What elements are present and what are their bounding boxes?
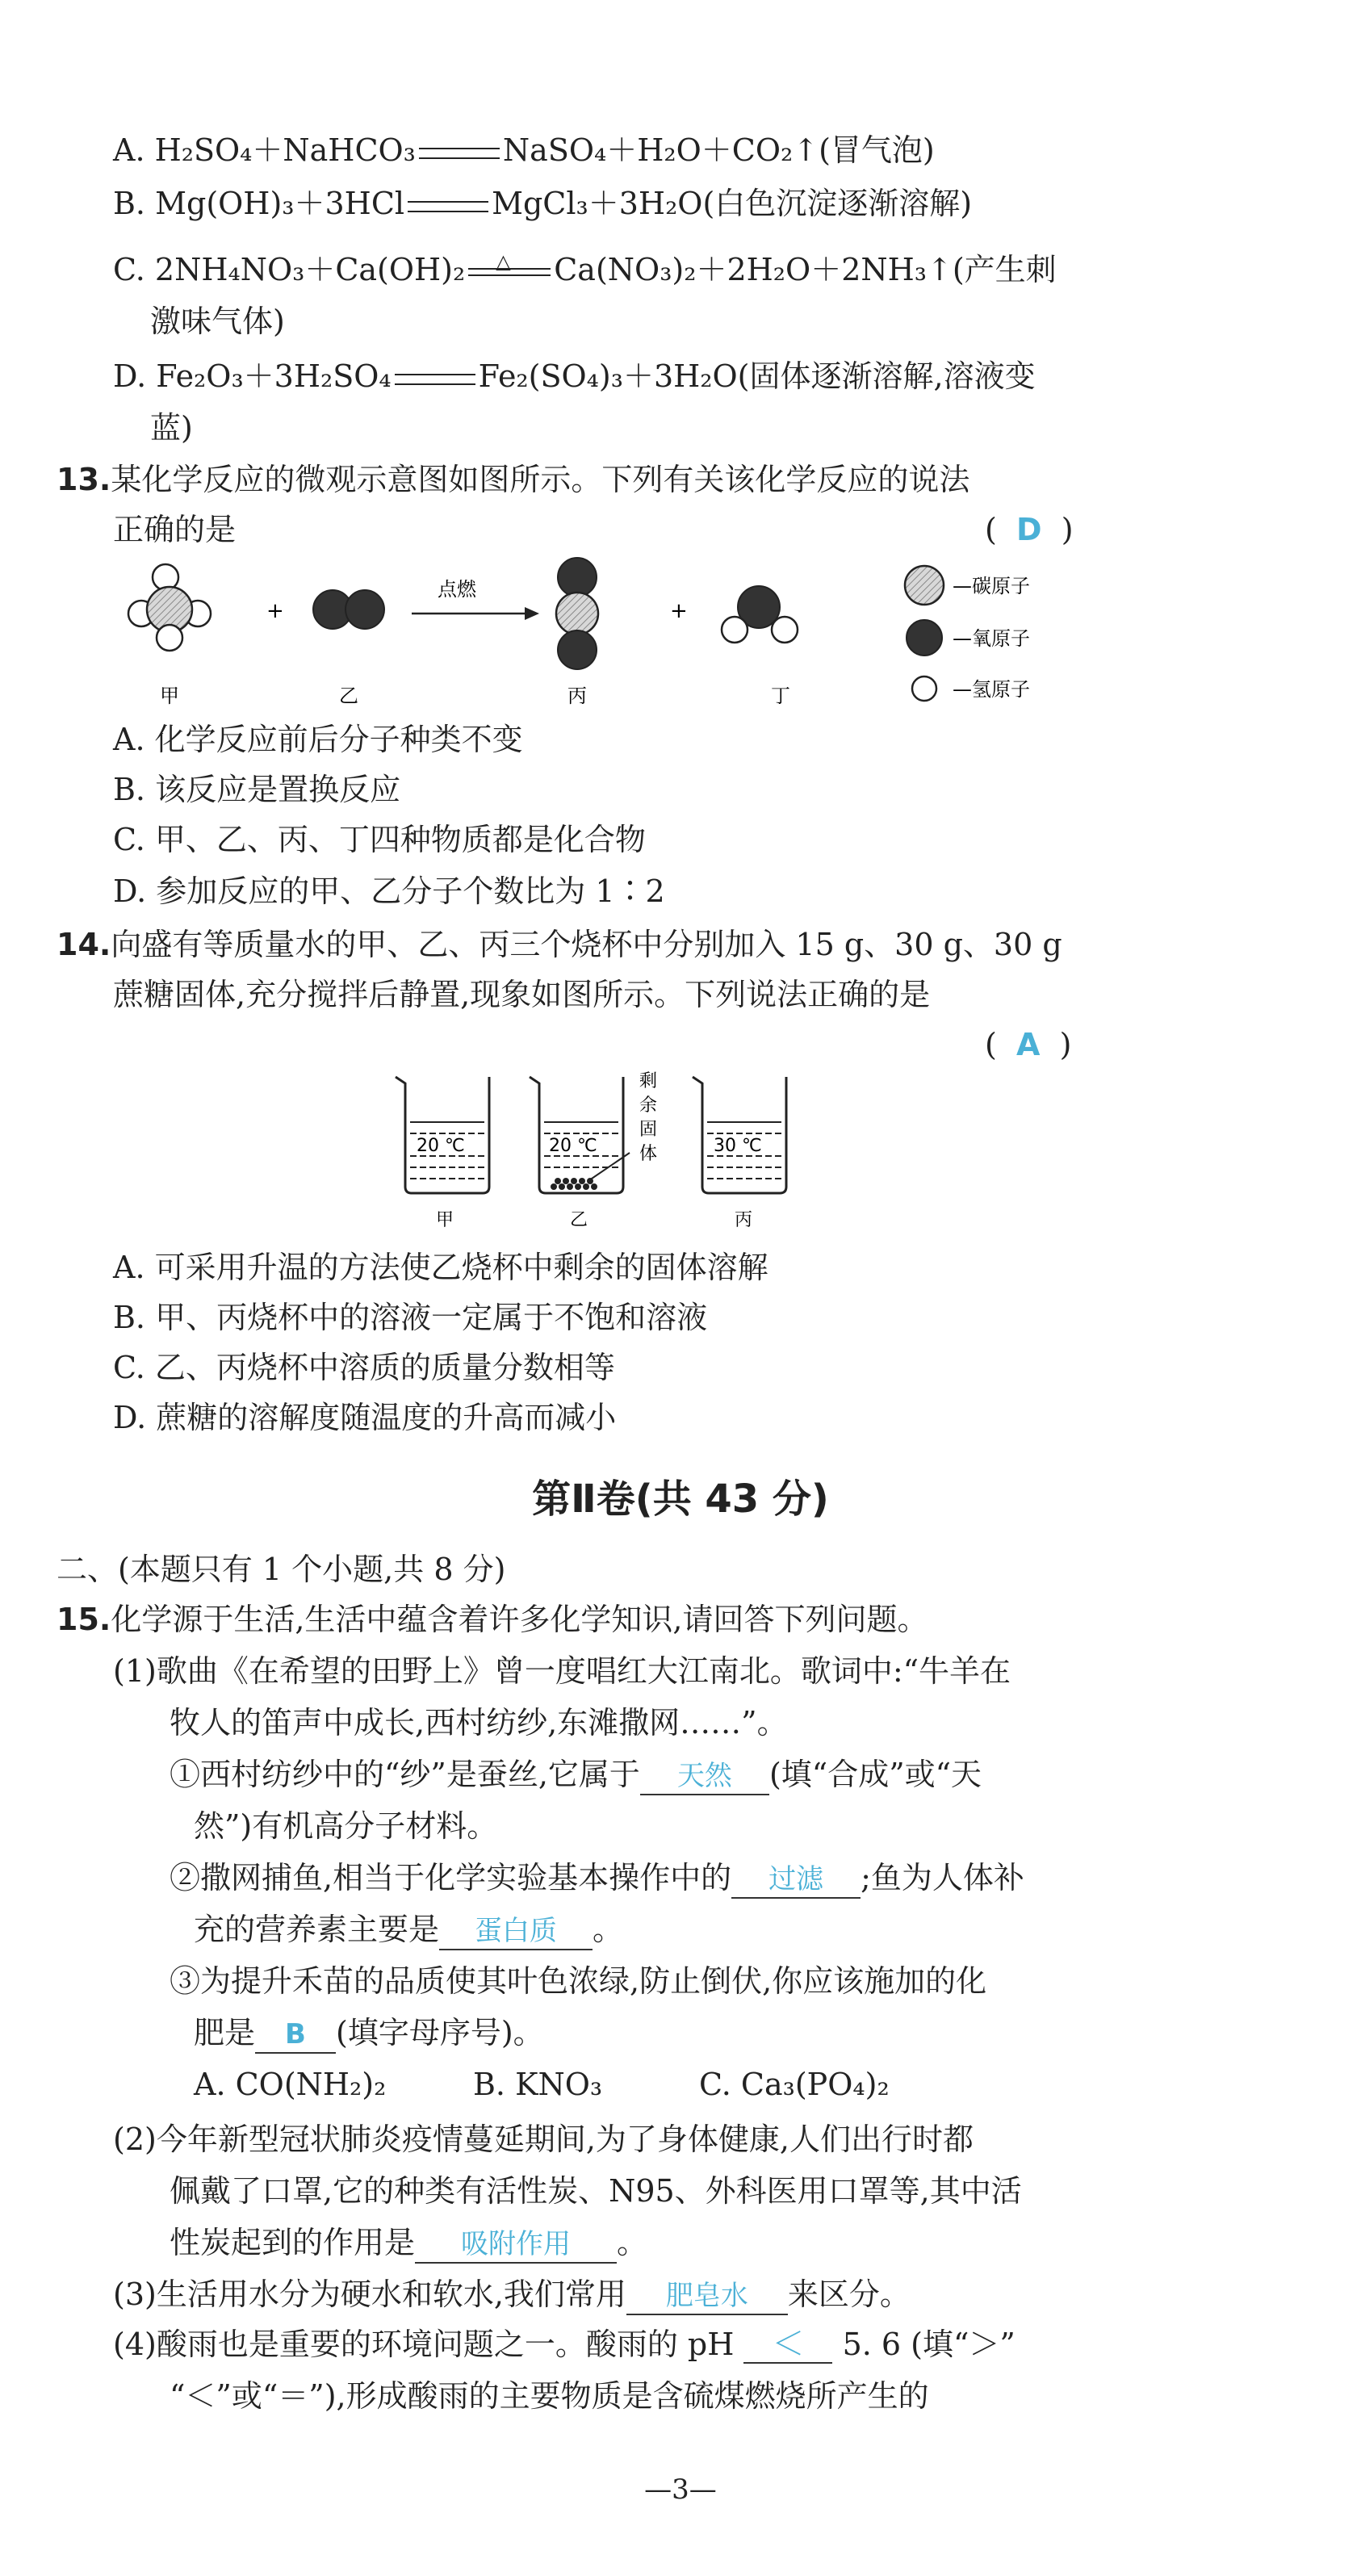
beaker-jia-temp: 20 ℃ <box>417 1136 465 1156</box>
answer-blank-soapwater[interactable]: 肥皂水 <box>626 2278 788 2315</box>
svg-text:固: 固 <box>639 1120 658 1140</box>
q15-sub3-option-b: B. KNO₃ <box>473 2067 603 2102</box>
answer-blank-fertilizer[interactable]: B <box>255 2017 336 2054</box>
label-ding: 丁 <box>771 685 790 707</box>
molecule-jia <box>128 564 211 651</box>
legend-carbon: —碳原子 <box>953 575 1030 597</box>
part2-header: 二、(本题只有 1 个小题,共 8 分) <box>57 1552 506 1587</box>
q15-sub3-option-c: C. Ca₃(PO₄)₂ <box>699 2067 890 2102</box>
q15-part2: (2)今年新型冠状肺炎疫情蔓延期间,为了身体健康,人们出行时都 <box>113 2122 974 2157</box>
equals-sign <box>419 148 500 159</box>
q15-part4: (4)酸雨也是重要的环境问题之一。酸雨的 pH ＜ 5. 6 (填“＞” <box>113 2326 1016 2363</box>
beaker-bing-temp: 30 ℃ <box>714 1136 762 1156</box>
molecule-yi <box>313 590 384 629</box>
q15-part4-cont: “＜”或“＝”),形成酸雨的主要物质是含硫煤燃烧所产生的 <box>170 2378 929 2414</box>
label-bing: 丙 <box>567 685 587 707</box>
label-yi: 乙 <box>339 685 358 707</box>
q15-sub1-cont: 然”)有机高分子材料。 <box>194 1808 498 1844</box>
q15-sub3-option-a: A. CO(NH₂)₂ <box>194 2067 387 2102</box>
heat-condition: △ <box>465 257 554 289</box>
beaker-yi-temp: 20 ℃ <box>549 1136 597 1156</box>
q12-option-c: C. 2NH₄NO₃＋Ca(OH)₂ △ Ca(NO₃)₂＋2H₂O＋2NH₃↑(产生刺 <box>113 249 1057 287</box>
answer-blank-silk[interactable]: 天然 <box>640 1758 769 1795</box>
page-number: —3— <box>644 2473 717 2506</box>
beaker-yi <box>530 1077 630 1193</box>
plus-sign-1: + <box>266 599 284 623</box>
q13-option-d: D. 参加反应的甲、乙分子个数比为 1∶2 <box>113 873 665 909</box>
q15-sub1: ①西村纺纱中的“纱”是蚕丝,它属于 天然 (填“合成”或“天 <box>170 1755 982 1795</box>
q13-answer-bracket: ( D ) <box>985 512 1074 547</box>
q14-stem-cont: 蔗糖固体,充分搅拌后静置,现象如图所示。下列说法正确的是 <box>113 977 931 1012</box>
label-jia: 甲 <box>160 685 179 707</box>
q14-answer-bracket: ( A ) <box>985 1027 1072 1062</box>
atom-legend <box>905 566 1030 701</box>
q14-option-a: A. 可采用升温的方法使乙烧杯中剩余的固体溶解 <box>113 1250 768 1285</box>
section-title: 第Ⅱ卷(共 43 分) <box>532 1476 829 1522</box>
arrow-label: 点燃 <box>438 578 476 601</box>
molecule-ding <box>722 586 798 643</box>
answer-blank-filtration[interactable]: 过滤 <box>731 1862 861 1899</box>
q15-part2-cont2: 性炭起到的作用是 吸附作用 。 <box>170 2223 647 2264</box>
q15-part2-cont: 佩戴了口罩,它的种类有活性炭、N95、外科医用口罩等,其中活 <box>170 2173 1022 2209</box>
molecule-bing <box>556 558 598 669</box>
q14-option-b: B. 甲、丙烧杯中的溶液一定属于不饱和溶液 <box>113 1300 708 1335</box>
q12-option-a: A. H₂SO₄＋NaHCO₃ NaSO₄＋H₂O＋CO₂↑(冒气泡) <box>113 132 935 168</box>
q13-reaction-diagram <box>121 557 1106 718</box>
q14-stem: 14.向盛有等质量水的甲、乙、丙三个烧杯中分别加入 15 g、30 g、30 g <box>57 927 1062 962</box>
q12-option-c-cont: 激味气体) <box>150 304 285 339</box>
beaker-jia <box>396 1077 489 1193</box>
q14-beaker-diagram <box>387 1066 840 1235</box>
q15-part1: (1)歌曲《在希望的田野上》曾一度唱红大江南北。歌词中:“牛羊在 <box>113 1653 1011 1689</box>
equals-sign <box>395 374 475 385</box>
svg-text:剩: 剩 <box>639 1071 658 1091</box>
svg-text:体: 体 <box>639 1144 658 1164</box>
q15-sub2: ②撒网捕鱼,相当于化学实验基本操作中的 过滤 ;鱼为人体补 <box>170 1858 1024 1899</box>
q14-option-d: D. 蔗糖的溶解度随温度的升高而减小 <box>113 1400 617 1435</box>
legend-oxygen: —氧原子 <box>953 627 1030 650</box>
q13-answer: D <box>1016 512 1042 547</box>
equals-sign <box>408 201 488 212</box>
q13-option-b: B. 该反应是置换反应 <box>113 772 401 807</box>
q15-part1-cont: 牧人的笛声中成长,西村纺纱,东滩撒网……”。 <box>170 1705 788 1740</box>
q15-sub3-cont: 肥是 B (填字母序号)。 <box>194 2013 544 2054</box>
answer-blank-ph[interactable]: ＜ <box>743 2327 832 2364</box>
q12-option-b: B. Mg(OH)₃＋3HCl MgCl₃＋3H₂O(白色沉淀逐渐溶解) <box>113 186 973 221</box>
plus-sign-2: + <box>670 599 688 623</box>
q14-answer: A <box>1016 1027 1041 1062</box>
beaker-bing <box>693 1077 786 1193</box>
q12-option-d: D. Fe₂O₃＋3H₂SO₄ Fe₂(SO₄)₃＋3H₂O(固体逐渐溶解,溶液变 <box>113 358 1036 394</box>
q14-option-c: C. 乙、丙烧杯中溶质的质量分数相等 <box>113 1350 615 1385</box>
legend-hydrogen: —氢原子 <box>953 678 1030 701</box>
q13-option-c: C. 甲、乙、丙、丁四种物质都是化合物 <box>113 822 646 857</box>
q15-sub2-cont: 充的营养素主要是 蛋白质 。 <box>194 1910 623 1950</box>
q13-stem: 13.某化学反应的微观示意图如图所示。下列有关该化学反应的说法 <box>57 462 970 497</box>
answer-blank-nutrient[interactable]: 蛋白质 <box>439 1913 593 1950</box>
q13-stem-cont: 正确的是 <box>113 512 237 547</box>
q15-stem: 15.化学源于生活,生活中蕴含着许多化学知识,请回答下列问题。 <box>57 1602 928 1637</box>
beaker-label-bing: 丙 <box>735 1210 753 1230</box>
q15-sub3: ③为提升禾苗的品质使其叶色浓绿,防止倒伏,你应该施加的化 <box>170 1963 987 1999</box>
beaker-label-yi: 乙 <box>570 1210 588 1230</box>
q15-part3: (3)生活用水分为硬水和软水,我们常用 肥皂水 来区分。 <box>113 2275 911 2315</box>
answer-blank-carbon[interactable]: 吸附作用 <box>415 2226 617 2264</box>
svg-text:余: 余 <box>639 1095 658 1116</box>
remaining-solid-note <box>639 1071 657 1164</box>
q13-option-a: A. 化学反应前后分子种类不变 <box>113 722 523 757</box>
beaker-label-jia: 甲 <box>436 1210 454 1230</box>
q12-option-d-cont: 蓝) <box>150 410 193 446</box>
